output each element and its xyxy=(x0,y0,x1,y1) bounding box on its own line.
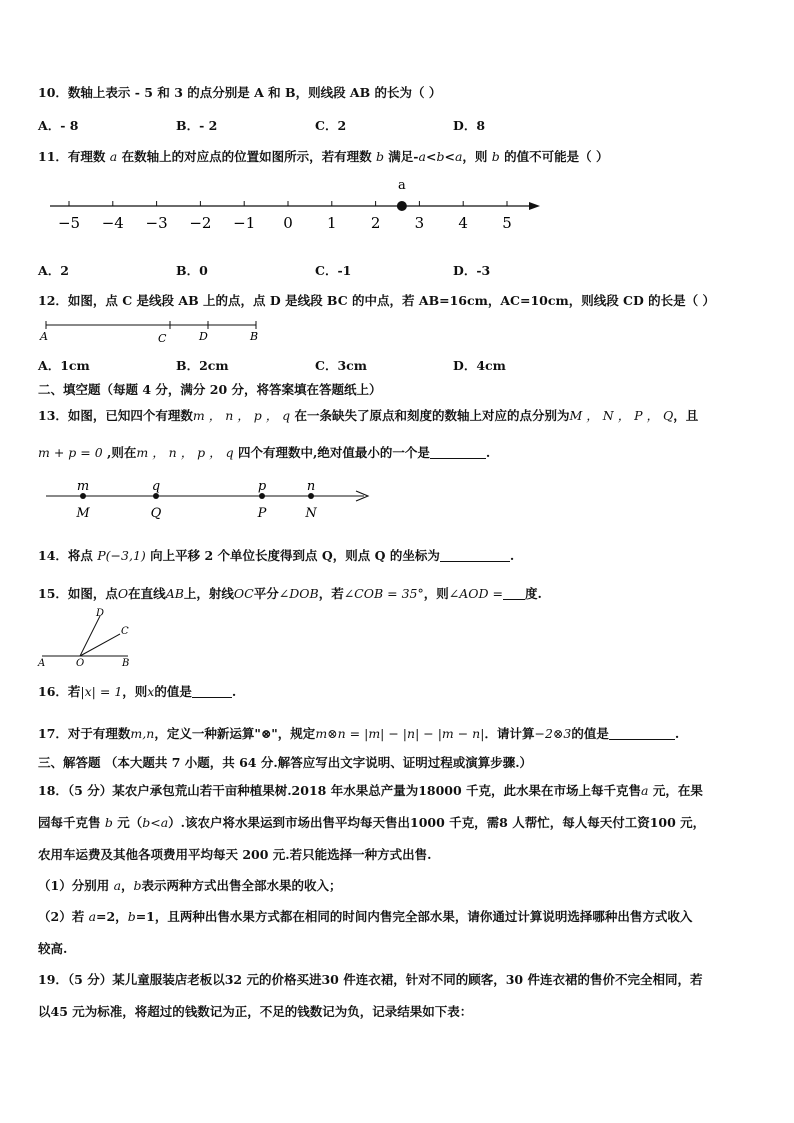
q18-inequality: b<a xyxy=(142,815,169,830)
label-M: M xyxy=(76,506,90,521)
var-b: b xyxy=(127,909,136,924)
axis-tick-label: −2 xyxy=(189,214,212,232)
less-than: < xyxy=(425,149,437,164)
q19-line-2: 以45 元为标准，将超过的钱数记为正，不足的钱数记为负，记录结果如下表： xyxy=(38,1004,473,1019)
q14-stem xyxy=(38,546,514,564)
var-a: a xyxy=(418,149,426,164)
label-m: m xyxy=(76,479,90,494)
label-p: p xyxy=(257,479,267,494)
q13-text: ，且 xyxy=(673,408,699,423)
var-b: b xyxy=(491,149,500,164)
q12-text: 如图，点 C 是线段 AB 上的点，点 D 是线段 BC 的中点，若 AB=16cm，AC=10cm，则线段 CD 的长是（ ） xyxy=(67,293,716,308)
var-a: a xyxy=(641,783,649,798)
q14-text: 向上平移 2 个单位长度得到点 Q，则点 Q 的坐标为 xyxy=(145,548,440,563)
q13-text: 四个有理数中,绝对值最小的一个是 xyxy=(233,445,430,460)
point-D-label: D xyxy=(96,608,105,619)
axis-tick-label: 0 xyxy=(283,214,293,232)
q11-stem xyxy=(38,147,608,165)
point-C-label: C xyxy=(158,332,167,345)
var-b: b xyxy=(375,149,384,164)
q15-var: ∠DOB xyxy=(278,586,319,601)
q13-line-2 xyxy=(38,443,490,461)
q10-text: 数轴上表示 - 5 和 3 的点分别是 A 和 B，则线段 AB 的长为（ ） xyxy=(67,85,442,100)
q18-part-2-cont: 较高. xyxy=(38,941,68,956)
less-than: < xyxy=(444,149,455,164)
q19-line-1 xyxy=(38,970,702,988)
q13-number: 13． xyxy=(38,408,68,423)
q13-text: 如图，已知四个有理数 xyxy=(67,408,193,423)
q12-option-c: C．3cm xyxy=(315,358,367,373)
q13-variables: m ， n ， p ， q xyxy=(136,445,234,460)
q13-variables: m ， n ， p ， q xyxy=(192,408,291,423)
q18-text: 园每千克售 xyxy=(38,815,105,830)
axis-tick-label: −5 xyxy=(57,214,81,232)
q19-text: （5 分）某儿童服装店老板以32 元的价格买进30 件连衣裙，针对不同的顾客，30 件连衣裙的售价不完全相同，若 xyxy=(67,972,703,987)
q18-text: （2）若 xyxy=(38,909,89,924)
point-A-label: A xyxy=(40,330,48,343)
var-a: a xyxy=(109,149,118,164)
q18-text: ， xyxy=(121,878,134,893)
q11-text-2: 在数轴上的对应点的位置如图所示，若有理数 xyxy=(117,149,376,164)
q16-text: 的值是 xyxy=(154,684,192,699)
q11-text-4: ，则 xyxy=(462,149,492,164)
axis-tick-label: 2 xyxy=(370,214,381,232)
axis-tick-label: 1 xyxy=(327,214,337,232)
var-a: a xyxy=(88,909,97,924)
q18-text: 元（ xyxy=(112,815,143,830)
q15-var: AB xyxy=(165,586,184,601)
q11-option-b: B．0 xyxy=(176,263,208,278)
q15-text: 在直线 xyxy=(128,586,166,601)
q16-equation: |x| = 1 xyxy=(80,684,123,699)
q18-part-1 xyxy=(38,876,342,894)
q16-number: 16． xyxy=(38,684,68,699)
q17-text: 的值是 xyxy=(571,726,609,741)
q13-line-1 xyxy=(38,406,698,424)
point-O-label: O xyxy=(76,658,85,668)
point-D-label: D xyxy=(199,330,208,343)
q11-text-5: 的值不可能是（ ） xyxy=(499,149,609,164)
q19-number: 19． xyxy=(38,972,68,987)
q15-text: 度. xyxy=(525,586,542,601)
q16-text: 若 xyxy=(67,684,81,699)
q16-stem xyxy=(38,682,236,700)
q11-option-d: D．-3 xyxy=(453,263,491,278)
axis-tick-label: 4 xyxy=(458,214,468,232)
var-a: a xyxy=(454,149,463,164)
q13-equation: m + p = 0 xyxy=(38,445,103,460)
q12-option-d: D．4cm xyxy=(453,358,506,373)
q15-var: ∠AOD = xyxy=(448,586,503,601)
axis-tick-label: 3 xyxy=(414,214,425,232)
q11-text-1: 有理数 xyxy=(67,149,110,164)
q12-segment-figure xyxy=(36,316,266,346)
q18-line-1 xyxy=(38,781,703,799)
q10-option-d: D．8 xyxy=(453,118,486,133)
point-A-label: A xyxy=(38,658,46,668)
q13-text: ,则在 xyxy=(102,445,137,460)
q15-text: 上，射线 xyxy=(183,586,234,601)
q12-option-a: A．1cm xyxy=(38,358,90,373)
q11-number: 11． xyxy=(38,149,68,164)
q17-text: ，定义一种新运算"⊗"，规定 xyxy=(154,726,316,741)
section-3-heading: 三、解答题 （本大题共 7 小题，共 64 分.解答应写出文字说明、证明过程或演算步骤.） xyxy=(38,755,533,770)
q15-angle-figure xyxy=(36,604,140,668)
q18-part-2 xyxy=(38,907,692,925)
q10-option-b: B．- 2 xyxy=(176,118,218,133)
q11-text-3: 满足- xyxy=(383,149,419,164)
q17-answer-blank[interactable] xyxy=(609,727,675,740)
q18-number: 18． xyxy=(38,783,68,798)
label-Q: Q xyxy=(150,506,162,521)
var-b: b xyxy=(133,878,142,893)
q11-option-a: A．2 xyxy=(38,263,69,278)
q13-points: M ， N ， P ， Q xyxy=(569,408,674,423)
q13-text: 在一条缺失了原点和刻度的数轴上对应的点分别为 xyxy=(290,408,570,423)
label-N: N xyxy=(305,506,317,521)
q15-stem xyxy=(38,584,542,602)
q10-option-a: A．- 8 xyxy=(38,118,79,133)
q15-text: 平分 xyxy=(253,586,279,601)
q18-line-2 xyxy=(38,813,705,831)
q12-stem xyxy=(38,291,715,309)
q17-text: 对于有理数 xyxy=(67,726,131,741)
q15-answer-blank[interactable] xyxy=(503,587,525,600)
label-n: n xyxy=(306,479,316,494)
q13-text: . xyxy=(485,445,491,460)
q16-var: x xyxy=(147,684,155,699)
section-2-heading: 二、填空题（每题 4 分，满分 20 分，将答案填在答题纸上） xyxy=(38,382,382,397)
point-C-label: C xyxy=(121,626,129,637)
point-a-dot xyxy=(397,201,407,211)
q10-number: 10． xyxy=(38,85,68,100)
q18-text: 表示两种方式出售全部水果的收入； xyxy=(141,878,342,893)
q14-point: P(−3,1) xyxy=(97,548,146,563)
q18-text: =1，且两种出售水果方式都在相同的时间内售完全部水果，请你通过计算说明选择哪种出售方式收入 xyxy=(135,909,693,924)
q14-answer-blank[interactable] xyxy=(440,549,510,562)
q16-text: . xyxy=(231,684,237,699)
var-b: b xyxy=(104,815,113,830)
q15-var: ∠COB = 35° xyxy=(343,586,424,601)
q18-text: ）.该农户将水果运到市场出售平均每天售出1000 千克，需8 人帮忙，每人每天付工资100 元， xyxy=(168,815,706,830)
q14-number: 14． xyxy=(38,548,68,563)
q12-option-b: B．2cm xyxy=(176,358,229,373)
var-b: b xyxy=(436,149,445,164)
axis-tick-label: −3 xyxy=(145,214,168,232)
q16-text: ，则 xyxy=(122,684,148,699)
q15-var: O xyxy=(117,586,129,601)
q13-answer-blank[interactable] xyxy=(430,446,486,459)
q17-expression: −2⊗3 xyxy=(534,726,572,741)
q18-text: （1）分别用 xyxy=(38,878,114,893)
q15-number: 15． xyxy=(38,586,68,601)
q18-text: （5 分）某农户承包荒山若干亩种植果树.2018 年水果总产量为18000 千克，此水果在市场上每千克售 xyxy=(67,783,642,798)
q17-text: . xyxy=(674,726,680,741)
q17-stem xyxy=(38,724,679,742)
axis-tick-label: −4 xyxy=(101,214,124,232)
q18-line-3: 农用车运费及其他各项费用平均每天 200 元.若只能选择一种方式出售. xyxy=(38,847,432,862)
q18-text: =2， xyxy=(96,909,128,924)
q15-text: 如图，点 xyxy=(67,586,118,601)
q17-number: 17． xyxy=(38,726,68,741)
q16-answer-blank[interactable] xyxy=(192,685,232,698)
q15-text: ，若 xyxy=(318,586,344,601)
axis-tick-label: 5 xyxy=(502,214,512,232)
q18-text: 元，在果 xyxy=(648,783,703,798)
q10-option-c: C．2 xyxy=(315,118,347,133)
q11-number-line xyxy=(40,172,550,238)
q10-stem xyxy=(38,83,441,101)
label-P: P xyxy=(257,506,267,521)
q17-var: m,n xyxy=(130,726,155,741)
q15-text: ，则 xyxy=(423,586,449,601)
q17-definition: m⊗n = |m| − |n| − |m − n| xyxy=(315,726,485,741)
axis-tick-label: −1 xyxy=(233,214,256,232)
q14-text: 将点 xyxy=(67,548,98,563)
var-a: a xyxy=(113,878,122,893)
q12-number: 12． xyxy=(38,293,68,308)
q13-number-line xyxy=(38,474,378,524)
point-B-label: B xyxy=(122,658,130,668)
q14-text: . xyxy=(509,548,515,563)
point-a-label: a xyxy=(397,178,406,193)
q11-option-c: C．-1 xyxy=(315,263,352,278)
label-q: q xyxy=(151,479,161,494)
point-B-label: B xyxy=(250,330,259,343)
q15-var: OC xyxy=(233,586,254,601)
q17-text: ．请计算 xyxy=(484,726,535,741)
